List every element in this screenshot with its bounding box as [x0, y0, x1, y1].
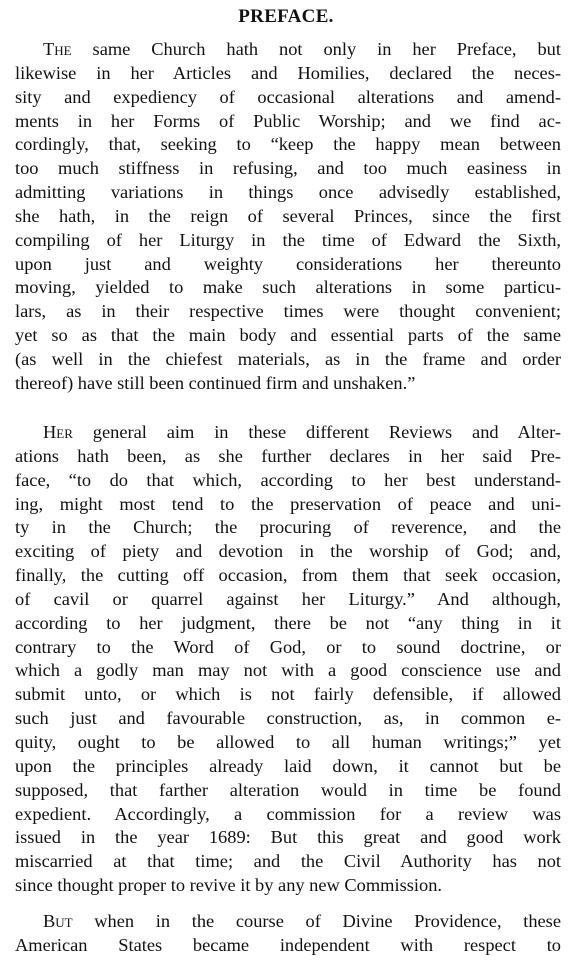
paragraph-lead-word: Her	[43, 422, 73, 442]
text-line	[15, 516, 561, 540]
text-line	[15, 826, 561, 850]
text-line	[15, 874, 561, 898]
line-text: sity and expediency of occasional alterations and amend-	[15, 86, 561, 107]
text-line	[15, 659, 561, 683]
line-text: when in the course of Divine Providence, these	[72, 911, 561, 931]
text-line	[15, 445, 561, 469]
text-line	[15, 779, 561, 803]
line-text: face, “to do that which, according to her best understand-	[15, 469, 561, 490]
line-text: ations hath been, as she further declares in her said Pre-	[15, 445, 561, 466]
text-line	[15, 588, 561, 612]
text-line	[15, 421, 561, 445]
line-text: same Church hath not only in her Preface, but	[71, 39, 561, 59]
text-line	[15, 205, 561, 229]
line-text: yet so as that the main body and essential parts of the same	[15, 325, 561, 346]
line-text: cordingly, that, seeking to “keep the happy mean between	[15, 134, 561, 155]
paragraph-lead-word: But	[43, 911, 73, 931]
text-line	[15, 636, 561, 660]
line-text: general aim in these different Reviews and Alter-	[72, 422, 561, 442]
line-text: according to her judgment, there be not “any thing in it	[15, 612, 561, 633]
text-line	[15, 229, 561, 253]
text-line	[15, 469, 561, 493]
text-line	[15, 300, 561, 324]
line-text: compiling of her Liturgy in the time of Edward the Sixth,	[15, 229, 561, 250]
paragraph-2	[15, 421, 561, 898]
text-line	[15, 372, 561, 396]
line-text: finally, the cutting off occasion, from them that seek occasion,	[15, 565, 561, 586]
text-line	[15, 564, 561, 588]
line-text: contrary to the Word of God, or to sound doctrine, or	[15, 636, 561, 657]
text-line	[15, 110, 561, 134]
line-text: such just and favourable construction, as, in common e-	[15, 708, 561, 729]
paragraph-lead-word: The	[43, 39, 72, 59]
line-text: thereof) have still been continued firm and unshaken.”	[15, 372, 416, 393]
text-line	[15, 133, 561, 157]
line-text: ty in the Church; the procuring of reverence, and the	[15, 517, 561, 538]
line-text: miscarried at that time; and the Civil Authority has not	[15, 851, 561, 872]
text-line	[15, 493, 561, 517]
text-line	[15, 707, 561, 731]
line-text: submit unto, or which is not fairly defensible, if allowed	[15, 684, 561, 705]
paragraph-1	[15, 38, 561, 396]
text-line	[15, 755, 561, 779]
line-text: quity, ought to be allowed to all human writings;” yet	[15, 731, 561, 752]
text-line	[15, 683, 561, 707]
paragraph-3	[15, 910, 561, 958]
line-text: (as well in the chiefest materials, as in the frame and order	[15, 348, 561, 369]
line-text: of cavil or quarrel against her Liturgy.” And although,	[15, 588, 561, 609]
text-line	[15, 276, 561, 300]
line-text: moving, yielded to make such alterations in some particu-	[15, 277, 561, 298]
page-title: PREFACE.	[238, 6, 334, 27]
text-line	[15, 731, 561, 755]
line-text: ments in her Forms of Public Worship; and we find ac-	[15, 110, 561, 131]
text-line	[15, 348, 561, 372]
line-text: upon the principles already laid down, it cannot but be	[15, 755, 561, 776]
text-line	[15, 38, 561, 62]
line-text: since thought proper to revive it by any new Commission.	[15, 875, 443, 896]
line-text: lars, as in their respective times were thought convenient;	[15, 301, 561, 322]
line-text: supposed, that farther alteration would in time be found	[15, 779, 561, 800]
text-line	[15, 253, 561, 277]
text-line	[15, 62, 561, 86]
text-line	[15, 612, 561, 636]
text-line	[15, 850, 561, 874]
text-line	[15, 157, 561, 181]
text-line	[15, 910, 561, 934]
line-text: too much stiffness in refusing, and too much easiness in	[15, 158, 561, 179]
line-text: exciting of piety and devotion in the worship of God; and,	[15, 541, 561, 562]
line-text: she hath, in the reign of several Princes, since the first	[15, 205, 561, 226]
text-line	[15, 324, 561, 348]
line-text: ing, might most tend to the preservation of peace and uni-	[15, 493, 561, 514]
line-text: American States became independent with respect to	[15, 934, 561, 955]
line-text: which a godly man may not with a good conscience use and	[15, 660, 561, 681]
text-line	[15, 934, 561, 958]
line-text: admitting variations in things once advisedly established,	[15, 182, 561, 203]
text-line	[15, 181, 561, 205]
text-line	[15, 540, 561, 564]
line-text: expedient. Accordingly, a commission for a review was	[15, 803, 561, 824]
text-line	[15, 86, 561, 110]
line-text: upon just and weighty considerations her thereunto	[15, 253, 561, 274]
line-text: issued in the year 1689: But this great and good work	[15, 827, 561, 848]
text-line	[15, 803, 561, 827]
line-text: likewise in her Articles and Homilies, declared the neces-	[15, 62, 561, 83]
